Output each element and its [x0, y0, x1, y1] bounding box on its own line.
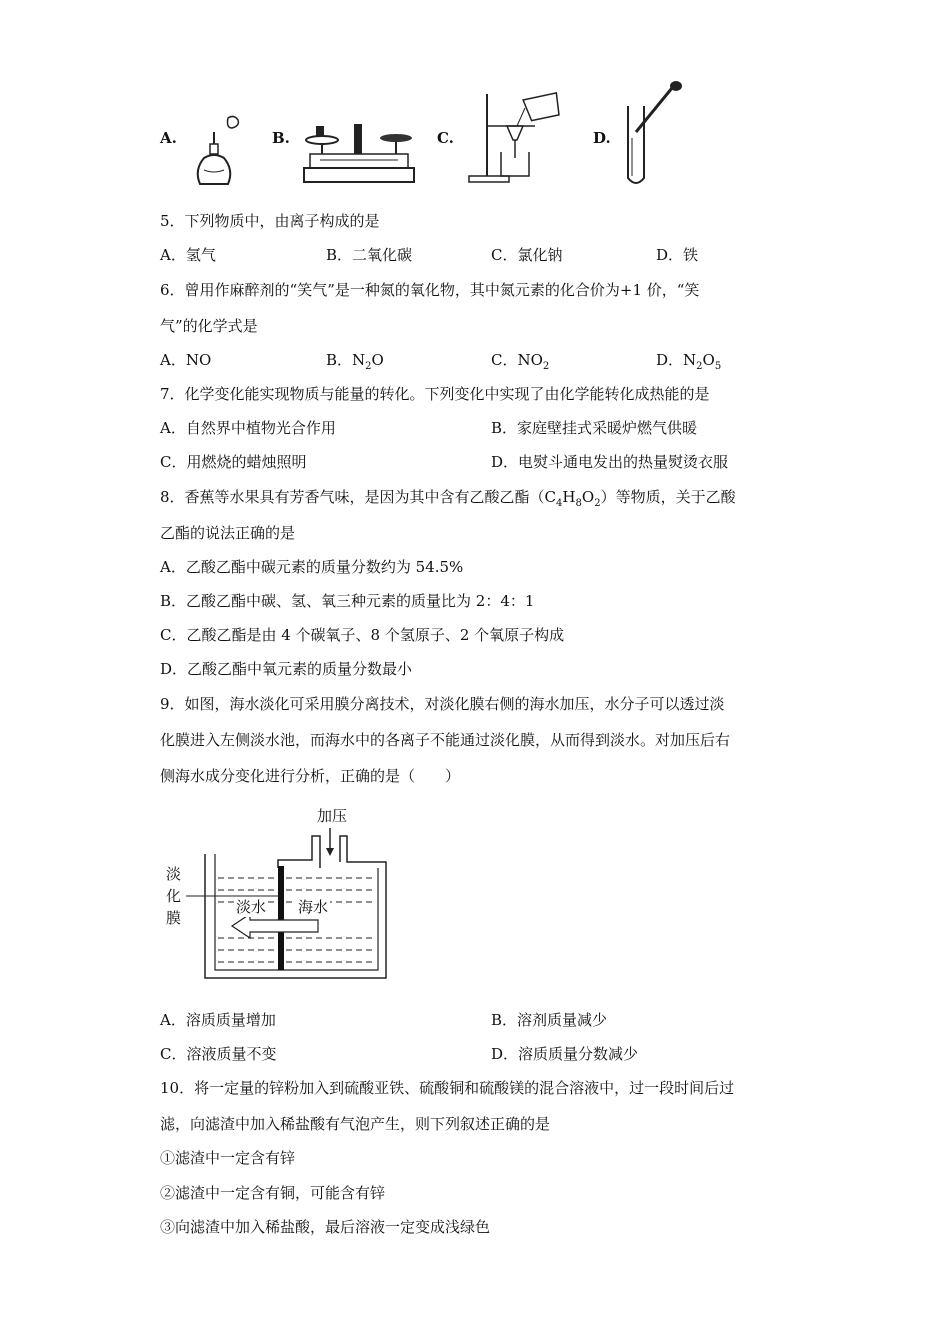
- filtration-setup-icon: [465, 92, 575, 184]
- sea-water-label: 海水: [298, 898, 329, 916]
- q7-stem: 7．化学变化能实现物质与能量的转化。下列变化中实现了由化学能转化成热能的是: [160, 385, 710, 403]
- q5-option-b: B．二氧化碳: [326, 246, 413, 264]
- fresh-water-label: 淡水: [236, 898, 267, 916]
- q6-option-a: A．NO: [160, 351, 212, 369]
- q8-option-a: A．乙酸乙酯中碳元素的质量分数约为 54.5%: [160, 558, 464, 576]
- q10-stem-line1: 10．将一定量的锌粉加入到硫酸亚铁、硫酸铜和硫酸镁的混合溶液中，过一段时间后过: [160, 1079, 735, 1097]
- q4-option-d-label: D.: [593, 129, 611, 147]
- balance-scale-icon: [300, 114, 418, 186]
- q4-option-a-label: A.: [160, 129, 177, 147]
- q9-option-a: A．溶质质量增加: [160, 1011, 276, 1029]
- q7-option-a: A．自然界中植物光合作用: [160, 419, 336, 437]
- q5-option-c: C．氯化钠: [491, 246, 563, 264]
- q8-option-d: D．乙酸乙酯中氧元素的质量分数最小: [160, 660, 413, 678]
- q6-stem-line1: 6．曾用作麻醉剂的“笑气”是一种氮的氧化物，其中氮元素的化合价为+1 价，“笑: [160, 281, 700, 299]
- q7-option-d: D．电熨斗通电发出的热量熨烫衣服: [491, 453, 729, 471]
- q8-option-b: B．乙酸乙酯中碳、氢、氧三种元素的质量比为 2：4：1: [160, 592, 535, 610]
- q5-option-d: D．铁: [656, 246, 699, 264]
- membrane-label-2: 化: [166, 887, 182, 905]
- q7-option-b: B．家庭壁挂式采暖炉燃气供暖: [491, 419, 698, 437]
- desalination-tank: [160, 800, 400, 985]
- q8-option-c: C．乙酸乙酯是由 4 个碳氧子、8 个氢原子、2 个氧原子构成: [160, 626, 565, 644]
- q9-option-c: C．溶液质量不变: [160, 1045, 277, 1063]
- q9-stem-line3: 侧海水成分变化进行分析，正确的是（ ）: [160, 767, 461, 785]
- membrane-label-3: 膜: [166, 909, 182, 927]
- q5-option-a: A．氢气: [160, 246, 216, 264]
- q6-stem-line2: 气”的化学式是: [160, 317, 258, 335]
- q9-stem-line2: 化膜进入左侧淡水池，而海水中的各离子不能通过淡化膜，从而得到淡水。对加压后右: [160, 731, 731, 749]
- membrane-label-1: 淡: [166, 865, 182, 883]
- q10-item-2: ②滤渣中一定含有铜，可能含有锌: [160, 1184, 386, 1202]
- q4-option-b-label: B.: [272, 129, 290, 147]
- q10-item-3: ③向滤渣中加入稀盐酸，最后溶液一定变成浅绿色: [160, 1218, 491, 1236]
- q10-item-1: ①滤渣中一定含有锌: [160, 1149, 296, 1167]
- q9-option-b: B．溶剂质量减少: [491, 1011, 608, 1029]
- q8-stem-line1: 8．香蕉等水果具有芳香气味，是因为其中含有乙酸乙酯$(C_4H_8O_2)$等物质，关于乙酸: [160, 488, 736, 509]
- dropper-test-tube-icon: [620, 78, 690, 192]
- q9-option-d: D．溶质质量分数减少: [491, 1045, 639, 1063]
- q8-stem-line2: 乙酯的说法正确的是: [160, 524, 296, 542]
- q7-option-c: C．用燃烧的蜡烛照明: [160, 453, 307, 471]
- q6-option-b: B．$N_2O$: [326, 351, 384, 372]
- pressure-label: 加压: [317, 807, 348, 825]
- q6-option-c: C．$NO_2$: [491, 351, 550, 372]
- q10-stem-line2: 滤，向滤渣中加入稀盐酸有气泡产生，则下列叙述正确的是: [160, 1115, 551, 1133]
- q5-stem: 5．下列物质中，由离子构成的是: [160, 212, 380, 230]
- q4-option-c-label: C.: [437, 129, 454, 147]
- q6-option-d: D．$N_2O_5$: [656, 351, 722, 372]
- alcohol-lamp-icon: [190, 110, 250, 188]
- q9-stem-line1: 9．如图，海水淡化可采用膜分离技术，对淡化膜右侧的海水加压，水分子可以透过淡: [160, 695, 725, 713]
